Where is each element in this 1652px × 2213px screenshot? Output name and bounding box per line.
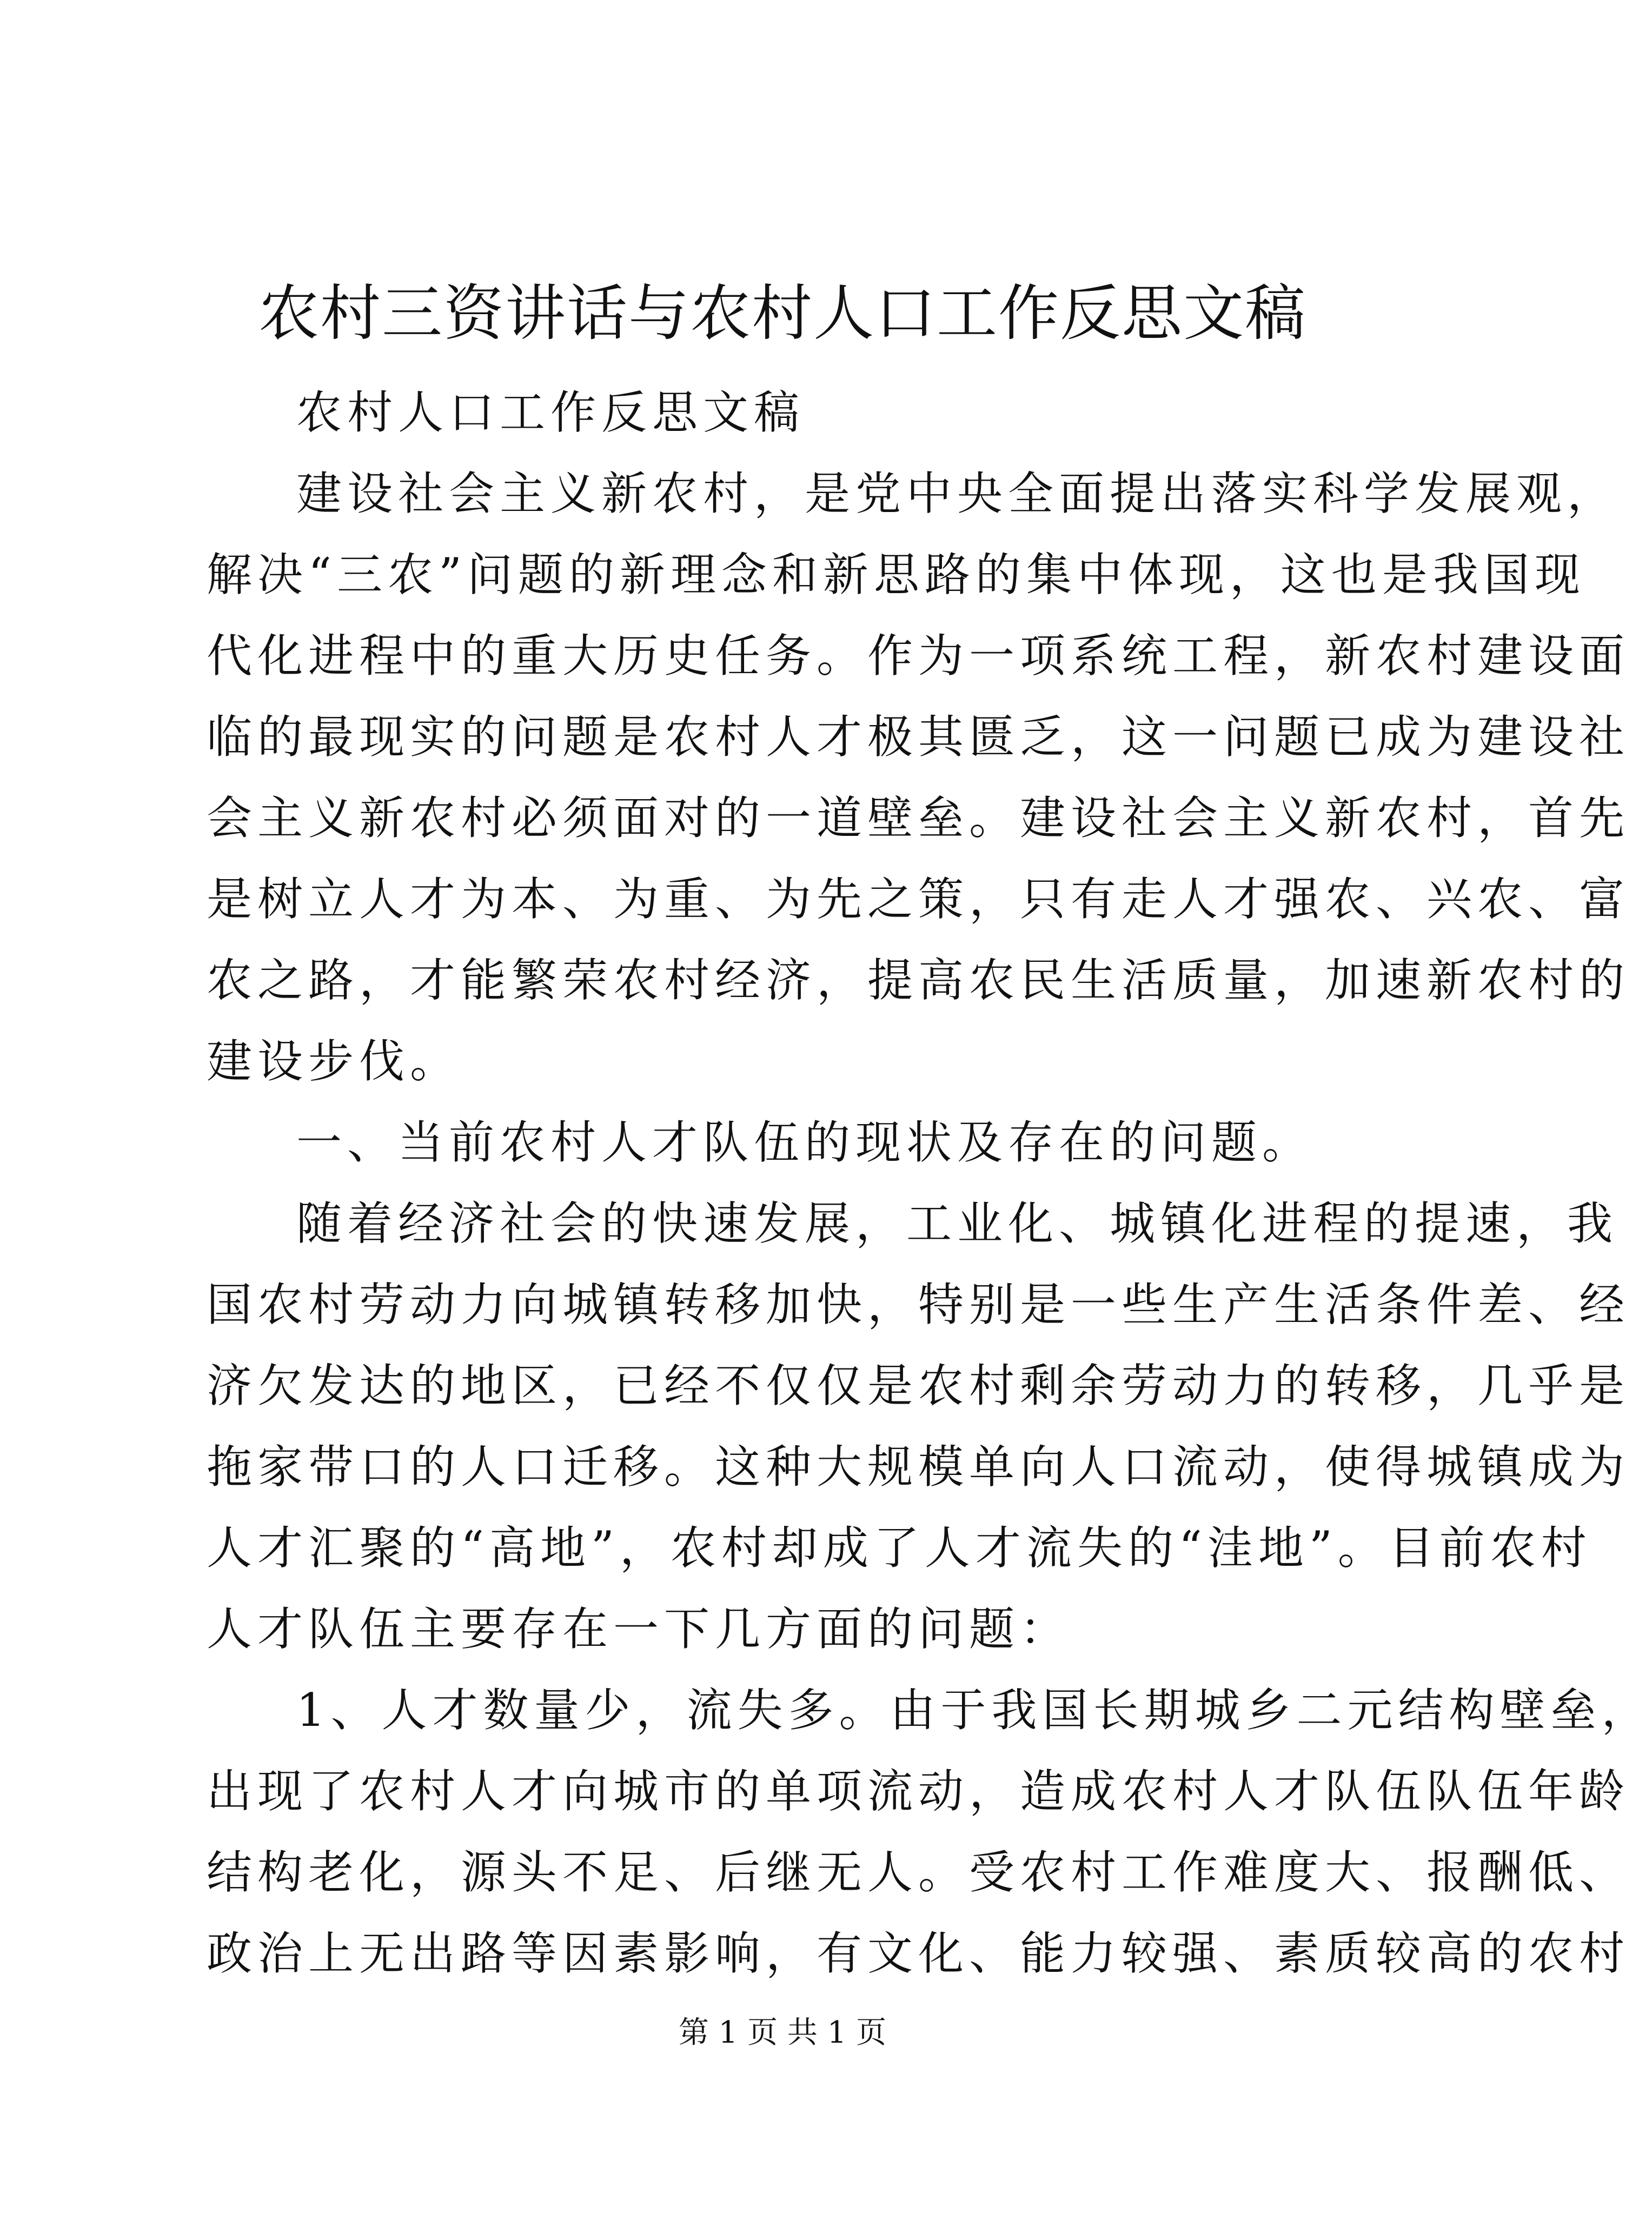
section-heading: 一、当前农村人才队伍的现状及存在的问题。 (296, 1116, 1313, 1169)
paragraph-line: 政治上无出路等因素影响，有文化、能力较强、素质较高的农村 (207, 1927, 1630, 1980)
paragraph-line: 农之路，才能繁荣农村经济，提高农民生活质量，加速新农村的 (207, 954, 1630, 1007)
paragraph-line: 临的最现实的问题是农村人才极其匮乏，这一问题已成为建设社 (207, 710, 1630, 763)
paragraph-line: 人才队伍主要存在一下几方面的问题： (207, 1603, 1071, 1656)
paragraph-line: 是树立人才为本、为重、为先之策，只有走人才强农、兴农、富 (207, 873, 1630, 926)
subtitle-line: 农村人口工作反思文稿 (296, 386, 805, 439)
document-body (207, 372, 1652, 1994)
paragraph-line: 出现了农村人才向城市的单项流动，造成农村人才队伍队伍年龄 (207, 1765, 1630, 1818)
paragraph-line: 人才汇聚的“高地”，农村却成了人才流失的“洼地”。目前农村 (207, 1521, 1592, 1574)
paragraph-line: 解决“三农”问题的新理念和新思路的集中体现，这也是我国现 (207, 548, 1585, 601)
page-footer: 第 1 页 共 1 页 (678, 2015, 887, 2050)
paragraph-line: 1、人才数量少，流失多。由于我国长期城乡二元结构壁垒， (296, 1684, 1652, 1737)
paragraph-line: 拖家带口的人口迁移。这种大规模单向人口流动，使得城镇成为 (207, 1440, 1630, 1493)
paragraph-line: 代化进程中的重大历史任务。作为一项系统工程，新农村建设面 (207, 629, 1630, 682)
paragraph-line: 建设社会主义新农村，是党中央全面提出落实科学发展观， (296, 467, 1618, 520)
document-title: 农村三资讲话与农村人口工作反思文稿 (258, 278, 1306, 349)
paragraph-line: 建设步伐。 (207, 1035, 461, 1088)
paragraph-line: 会主义新农村必须面对的一道壁垒。建设社会主义新农村，首先 (207, 792, 1630, 845)
paragraph-line: 国农村劳动力向城镇转移加快，特别是一些生产生活条件差、经 (207, 1278, 1630, 1331)
paragraph-line: 济欠发达的地区，已经不仅仅是农村剩余劳动力的转移，几乎是 (207, 1359, 1630, 1412)
paragraph-line: 随着经济社会的快速发展，工业化、城镇化进程的提速，我 (296, 1197, 1618, 1250)
paragraph-line: 结构老化，源头不足、后继无人。受农村工作难度大、报酬低、 (207, 1846, 1630, 1899)
